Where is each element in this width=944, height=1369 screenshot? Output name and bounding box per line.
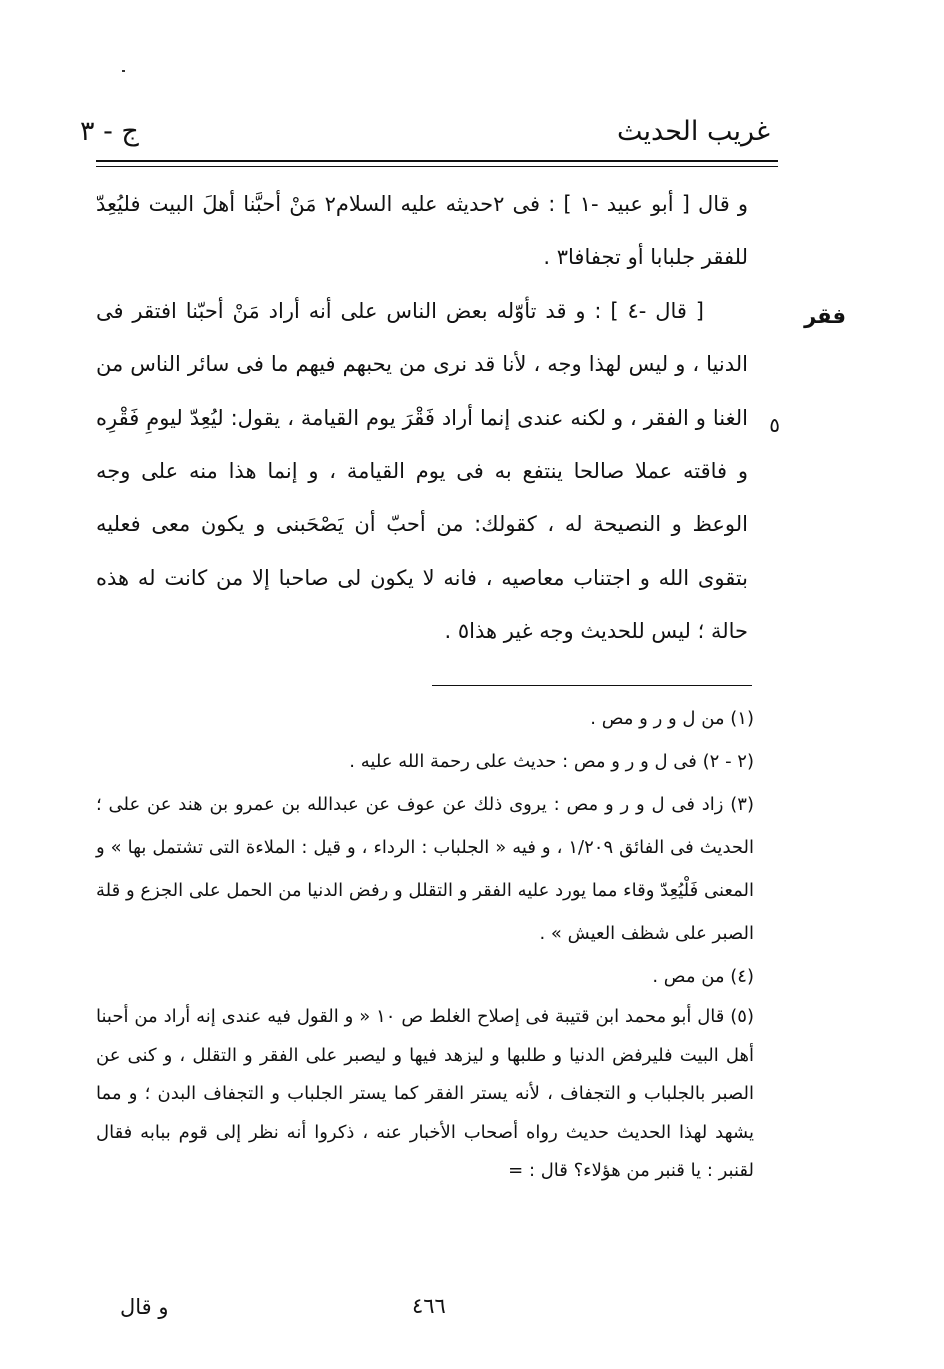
header-rule-thick [96,160,778,162]
main-paragraph-1: و قال [ أبو عبيد -١ ] : فى ٢حديثه عليه السلام٢ مَنْ أحبَّنا أهلَ البيت فليُعِدّ للفقر جلبابا أو تجفافا٣ . [96,192,748,270]
main-paragraph-2: [ قال -٤ ] : و قد تأوّله بعض الناس على أنه أراد مَنْ أحبّنا افتقر فى الدنيا ، و ليس لهذا وجه ، لأنا قد نرى من يحبهم فيهم ما فى سائر الناس من الغنا و الفقر ، و لكنه عندى إنما أراد فَقْرَ يوم القيامة ، يقول: ليُعِدّ ليومِ فَقْرِه و فاقته عملا صالحا ينتفع به فى يوم القيامة ، و إنما هذا منه على وجه الوعظ و النصيحة له ، كقولك: من أحبّ أن يَصْحَبنى و يكون معى فعليه بتقوى الله و اجتناب معاصيه ، فانه لا يكون لى صاحبا إلا من كانت له هذه حالة ؛ ليس للحديث وجه غير هذا٥ . [96,298,748,644]
ink-speck [122,70,125,72]
line-number-marker: ٥ [769,413,780,437]
volume-indicator: ج - ٣ [80,116,139,147]
header-rule-thin [96,166,778,167]
margin-keyword: فقر [804,304,846,328]
footnote-2: (٢ - ٢) فى ل و ر و مص : حديث على رحمة الله عليه . [349,751,754,772]
catchword: و قال [120,1295,169,1319]
footnotes-section [96,697,754,1191]
main-text-body [96,178,748,659]
footnote-3: (٣) زاد فى ل و ر و مص : يروى ذلك عن عوف عن عبدالله بن عمرو بن هند عن على ؛ الحديث فى الفائق ١/٢٠٩ ، و فيه « الجلباب : الرداء ، و قيل : الملاءة التى تشتمل بها » و المعنى فَلْيُعِدّ وقاء مما يورد عليه الفقر و التقلل و رفض الدنيا من الحمل على الجزع و قلة الصبر على شظف العيش » . [96,794,754,944]
running-title: غريب الحديث [617,116,770,147]
footnote-separator [432,685,752,686]
footnote-1: (١) من ل و ر و مص . [590,708,754,729]
page-number: ٤٦٦ [412,1294,446,1318]
footnote-4: (٤) من مص . [652,966,754,987]
footnote-5: (٥) قال أبو محمد ابن قتيبة فى إصلاح الغلط ص ١٠ « و القول فيه عندى إنه أراد من أحبنا أهل البيت فليرفض الدنيا و طلبها و ليزهد فيها و ليصبر على الفقر و التقلل ، و كنى عن الصبر بالجلباب و التجفاف ، لأنه يستر الفقر كما يستر الجلباب و التجفاف البدن ؛ و مما يشهد لهذا الحديث حديث رواه أصحاب الأخبار عنه ، ذكروا أنه نظر إلى قوم ببابه فقال لقنبر : يا قنبر من هؤلاء؟ قال : = [96,1006,754,1182]
